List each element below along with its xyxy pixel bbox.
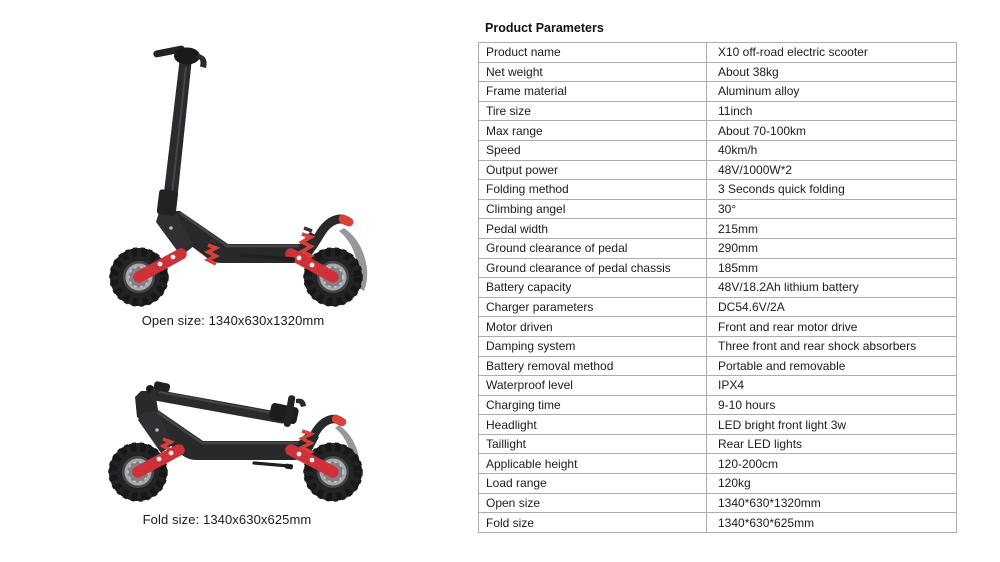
param-label: Speed	[479, 140, 707, 160]
param-label: Max range	[479, 121, 707, 141]
table-row	[479, 376, 957, 396]
table-row	[479, 101, 957, 121]
param-label: Frame material	[479, 82, 707, 102]
param-label: Waterproof level	[479, 376, 707, 396]
parameters-table	[478, 42, 957, 533]
table-row	[479, 356, 957, 376]
param-label: Ground clearance of pedal	[479, 238, 707, 258]
table-row	[479, 199, 957, 219]
param-label: Battery capacity	[479, 278, 707, 298]
fork-bolt	[155, 428, 159, 432]
param-value: 30°	[707, 199, 957, 219]
param-value: 3 Seconds quick folding	[707, 180, 957, 200]
brake-lever	[196, 54, 207, 68]
param-value: 120-200cm	[707, 454, 957, 474]
open-size-caption: Open size: 1340x630x1320mm	[141, 313, 325, 328]
param-label: Net weight	[479, 62, 707, 82]
fold-size-caption: Fold size: 1340x630x625mm	[142, 512, 312, 527]
param-value: DC54.6V/2A	[707, 297, 957, 317]
tail-light	[343, 219, 349, 222]
param-label: Charging time	[479, 395, 707, 415]
param-value: 1340*630*625mm	[707, 513, 957, 533]
param-label: Load range	[479, 474, 707, 494]
param-label: Output power	[479, 160, 707, 180]
table-row	[479, 121, 957, 141]
param-label: Damping system	[479, 336, 707, 356]
param-value: 48V/18.2Ah lithium battery	[707, 278, 957, 298]
param-label: Headlight	[479, 415, 707, 435]
param-value: Front and rear motor drive	[707, 317, 957, 337]
param-label: Folding method	[479, 180, 707, 200]
tail-light	[336, 419, 342, 422]
param-label: Motor driven	[479, 317, 707, 337]
table-row	[479, 140, 957, 160]
table-row	[479, 474, 957, 494]
handlebar-folded	[268, 395, 306, 428]
table-row	[479, 43, 957, 63]
param-value: 215mm	[707, 219, 957, 239]
param-value: 185mm	[707, 258, 957, 278]
param-value: 1340*630*1320mm	[707, 493, 957, 513]
rear-shock-mount	[304, 228, 312, 231]
parameters-table-body	[479, 43, 957, 533]
table-row	[479, 238, 957, 258]
param-value: About 70-100km	[707, 121, 957, 141]
table-row	[479, 180, 957, 200]
scooter-folded-figure	[60, 355, 420, 505]
param-label: Ground clearance of pedal chassis	[479, 258, 707, 278]
fork-bolt	[169, 226, 173, 230]
table-row	[479, 258, 957, 278]
param-value: 9-10 hours	[707, 395, 957, 415]
param-value: LED bright front light 3w	[707, 415, 957, 435]
stem-folded	[155, 395, 282, 418]
scooter-open-figure	[60, 25, 420, 310]
param-value: 40km/h	[707, 140, 957, 160]
param-value: Portable and removable	[707, 356, 957, 376]
param-value: Rear LED lights	[707, 434, 957, 454]
param-label: Battery removal method	[479, 356, 707, 376]
table-row	[479, 297, 957, 317]
scooter-folded-image	[60, 355, 420, 505]
param-label: Tire size	[479, 101, 707, 121]
stem	[162, 57, 192, 211]
param-value: About 38kg	[707, 62, 957, 82]
table-row	[479, 454, 957, 474]
param-label: Open size	[479, 493, 707, 513]
table-row	[479, 493, 957, 513]
table-row	[479, 415, 957, 435]
table-row	[479, 336, 957, 356]
front-shock-mount	[210, 241, 216, 243]
param-value: 11inch	[707, 101, 957, 121]
param-value: Aluminum alloy	[707, 82, 957, 102]
param-label: Fold size	[479, 513, 707, 533]
param-value: Three front and rear shock absorbers	[707, 336, 957, 356]
param-label: Charger parameters	[479, 297, 707, 317]
kickstand	[254, 463, 293, 470]
param-label: Applicable height	[479, 454, 707, 474]
table-row	[479, 395, 957, 415]
folding-joint	[156, 189, 178, 216]
param-value: IPX4	[707, 376, 957, 396]
scooter-open-image	[60, 25, 420, 310]
param-label: Climbing angel	[479, 199, 707, 219]
param-label: Taillight	[479, 434, 707, 454]
table-row	[479, 317, 957, 337]
param-value: 120kg	[707, 474, 957, 494]
param-value: X10 off-road electric scooter	[707, 43, 957, 63]
param-value: 290mm	[707, 238, 957, 258]
param-label: Pedal width	[479, 219, 707, 239]
table-row	[479, 160, 957, 180]
table-row	[479, 219, 957, 239]
table-row	[479, 434, 957, 454]
section-title: Product Parameters	[485, 21, 604, 35]
table-row	[479, 513, 957, 533]
param-label: Product name	[479, 43, 707, 63]
table-row	[479, 278, 957, 298]
table-row	[479, 82, 957, 102]
param-value: 48V/1000W*2	[707, 160, 957, 180]
handlebar-head	[174, 48, 200, 65]
table-row	[479, 62, 957, 82]
